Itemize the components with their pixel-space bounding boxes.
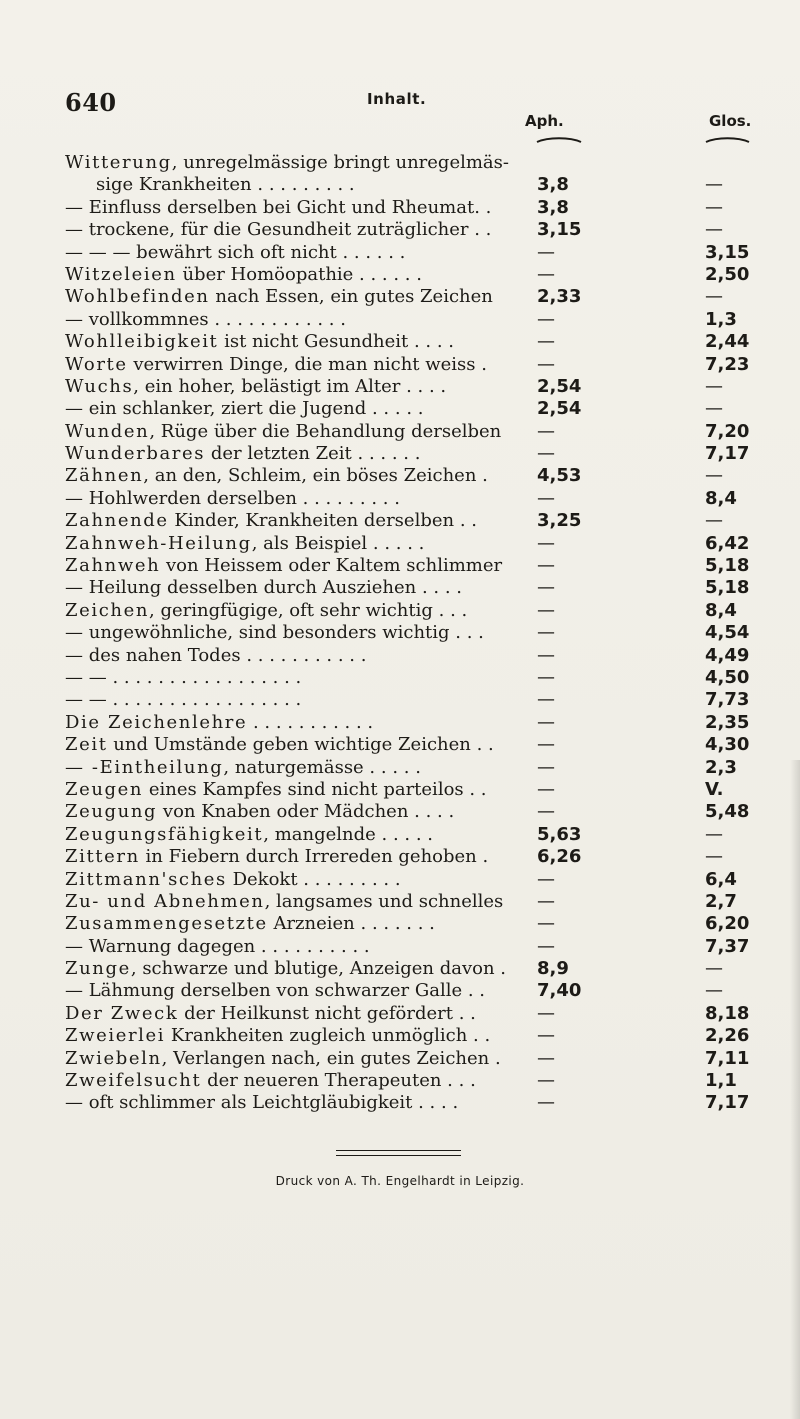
entry-text [65,779,515,801]
entry-description: — Einfluss derselben bei Gicht und Rheumat. . [65,196,492,218]
glos-reference: 6,42 [705,532,750,554]
aph-reference: — [537,711,555,733]
glos-reference: — [705,219,723,241]
aph-reference: — [537,1025,555,1047]
entry-description: — des nahen Todes . . . . . . . . . . . [65,644,367,666]
glos-reference: — [705,980,723,1002]
aph-reference: — [537,913,555,935]
entry-keyword: Zu- und Abnehmen [65,890,265,912]
entry-keyword: Zusammengesetzte [65,913,268,935]
index-entry [65,309,765,331]
entry-text [65,869,515,891]
aph-reference: — [537,331,555,353]
entry-description: über Homöopathie . . . . . . [176,263,422,285]
aph-reference: — [537,890,555,912]
aph-reference: — [537,756,555,778]
entry-text [65,667,515,689]
glos-reference: — [705,510,723,532]
entry-keyword: Witzeleien [65,263,177,285]
entry-keyword: Zweierlei [65,1025,166,1047]
index-entry [65,689,765,711]
aph-reference: — [537,801,555,823]
index-entry [65,242,765,264]
entry-keyword: Zunge [65,958,131,980]
index-entry [65,331,765,353]
entry-text [65,264,515,286]
entry-text [65,465,515,487]
entry-description: sige Krankheiten . . . . . . . . . [96,174,355,196]
entry-text [65,1048,515,1070]
entry-description: . . . . . . . . . . . [247,711,374,733]
entry-text [65,757,515,779]
glos-reference: 5,18 [705,577,750,599]
glos-reference: 4,54 [705,622,750,644]
aph-reference: 2,33 [537,286,582,308]
entry-text [65,645,515,667]
entry-text [65,980,515,1002]
entry-description: nach Essen, ein gutes Zeichen [209,286,493,308]
entry-description: — ungewöhnliche, sind besonders wichtig . . . [65,622,484,644]
entry-text [65,286,515,308]
footer-rule [336,1155,461,1156]
glos-reference: — [705,958,723,980]
column-ornament-glos [705,136,750,144]
entry-text [65,197,515,219]
entry-description: und Umstände geben wichtige Zeichen . . [107,734,494,756]
index-entry [65,1070,765,1092]
index-entry [65,152,765,174]
column-header-aph: Aph. [525,112,564,130]
entry-description: verwirren Dinge, die man nicht weiss . [127,353,487,375]
aph-reference: — [537,308,555,330]
index-entry [65,757,765,779]
entry-description: — — — bewährt sich oft nicht . . . . . . [65,241,406,263]
aph-reference: 2,54 [537,375,582,397]
index-entry [65,577,765,599]
index-entry [65,354,765,376]
glos-reference: 7,23 [705,353,750,375]
entry-text [65,622,515,644]
index-entry [65,1048,765,1070]
entry-text [65,555,515,577]
index-entry [65,891,765,913]
printer-imprint: Druck von A. Th. Engelhardt in Leipzig. [275,1174,525,1188]
entry-description: — Heilung desselben durch Ausziehen . . . . [65,577,463,599]
entry-keyword: Zeugen [65,778,144,800]
entry-description: von Knaben oder Mädchen . . . . [157,801,455,823]
aph-reference: 3,8 [537,174,569,196]
entry-description: eines Kampfes sind nicht parteilos . . [143,778,487,800]
glos-reference: — [705,375,723,397]
index-entry [65,1025,765,1047]
aph-reference: 7,40 [537,980,582,1002]
glos-reference: 2,26 [705,1025,750,1047]
entry-description: , unregelmässige bringt unregelmäs- [171,152,509,173]
entry-description: — — . . . . . . . . . . . . . . . . . [65,666,302,688]
glos-reference: 1,3 [705,308,737,330]
entry-text [65,1092,515,1114]
entry-text [65,577,515,599]
aph-reference: — [537,622,555,644]
footer-rule [336,1150,461,1151]
glos-reference: 6,20 [705,913,750,935]
index-entry [65,421,765,443]
entry-description: — oft schlimmer als Leichtgläubigkeit . . . . [65,1092,459,1114]
entry-text [65,1003,515,1025]
entry-keyword: Zittern [65,846,140,868]
aph-reference: — [537,778,555,800]
entry-text [65,958,515,980]
index-entry [65,465,765,487]
index-entry [65,443,765,465]
glos-reference: 3,15 [705,241,750,263]
index-entry [65,980,765,1002]
aph-reference: — [537,420,555,442]
entry-description: , ein hoher, belästigt im Alter . . . . [133,375,447,397]
glos-reference: — [705,823,723,845]
aph-reference: — [537,644,555,666]
glos-reference: 7,20 [705,420,750,442]
aph-reference: — [537,1002,555,1024]
aph-reference: — [537,555,555,577]
entry-text [65,354,515,376]
glos-reference: — [705,174,723,196]
glos-reference: — [705,286,723,308]
entry-text [65,824,515,846]
index-entry [65,667,765,689]
entry-description: — Lähmung derselben von schwarzer Galle . . [65,980,486,1002]
glos-reference: 5,48 [705,801,750,823]
aph-reference: 5,63 [537,823,582,845]
entry-keyword: Die Zeichenlehre [65,711,248,733]
entry-keyword: Zahnende [65,510,169,532]
glos-reference: 7,73 [705,689,750,711]
index-entry [65,510,765,532]
glos-reference: 7,17 [705,443,750,465]
entry-text [65,219,515,241]
entry-keyword: Zahnweh-Heilung [65,532,252,554]
glos-reference: 8,4 [705,487,737,509]
entry-text [65,152,515,174]
index-entries [65,152,765,1115]
entry-keyword: Wuchs [65,375,134,397]
entry-text [65,689,515,711]
glos-reference: 2,7 [705,890,737,912]
entry-description: der neueren Therapeuten . . . [201,1070,476,1092]
index-entry [65,197,765,219]
glos-reference: 2,3 [705,756,737,778]
entry-keyword: Zwiebeln [65,1047,162,1069]
aph-reference: 6,26 [537,846,582,868]
column-ornament-aph [536,136,582,144]
glos-reference: 2,50 [705,263,750,285]
glos-reference: 2,35 [705,711,750,733]
index-entry [65,219,765,241]
glos-reference: — [705,465,723,487]
entry-description: , naturgemässe . . . . . [223,756,421,778]
aph-reference: — [537,599,555,621]
entry-description: , als Beispiel . . . . . [251,532,425,554]
index-entry [65,488,765,510]
aph-reference: — [537,1092,555,1114]
index-entry [65,174,765,196]
index-entry [65,913,765,935]
aph-reference: 3,25 [537,510,582,532]
entry-text [65,376,515,398]
page-edge-shadow [790,760,800,1419]
entry-description: Dekokt . . . . . . . . . [226,868,401,890]
entry-text [65,1025,515,1047]
aph-reference: — [537,935,555,957]
index-entry [65,533,765,555]
entry-text [65,936,515,958]
entry-keyword: Zweifelsucht [65,1070,202,1092]
index-entry [65,712,765,734]
aph-reference: — [537,689,555,711]
entry-description: Kinder, Krankheiten derselben . . [168,510,477,532]
column-header-glos: Glos. [709,112,752,130]
entry-text [65,913,515,935]
glos-reference: 8,4 [705,599,737,621]
entry-description: von Heissem oder Kaltem schlimmer [160,555,503,577]
glos-reference: — [705,196,723,218]
entry-description: — vollkommnes . . . . . . . . . . . . [65,308,346,330]
aph-reference: — [537,577,555,599]
aph-reference: — [537,263,555,285]
entry-description: der letzten Zeit . . . . . . [205,443,421,465]
index-entry [65,376,765,398]
glos-reference: 2,44 [705,331,750,353]
entry-keyword: Zittmann'sches [65,868,227,890]
glos-reference: — [705,846,723,868]
glos-reference: 4,30 [705,734,750,756]
index-entry [65,958,765,980]
entry-description: — Hohlwerden derselben . . . . . . . . . [65,487,400,509]
glos-reference: 5,18 [705,555,750,577]
entry-text [65,600,515,622]
entry-text [65,734,515,756]
entry-description: , langsames und schnelles [264,890,504,912]
entry-keyword: Wohlleibigkeit [65,331,219,353]
entry-description: — ein schlanker, ziert die Jugend . . . . . [65,398,424,420]
entry-text [65,309,515,331]
aph-reference: — [537,487,555,509]
entry-text [65,1070,515,1092]
entry-text [65,891,515,913]
index-entry [65,779,765,801]
entry-description: der Heilkunst nicht gefördert . . [178,1002,476,1024]
index-entry [65,936,765,958]
entry-text [65,801,515,823]
entry-description: — Warnung dagegen . . . . . . . . . . [65,935,370,957]
entry-keyword: Zeugungsfähigkeit [65,823,264,845]
glos-reference: 8,18 [705,1002,750,1024]
entry-description: Krankheiten zugleich unmöglich . . [165,1025,491,1047]
aph-reference: — [537,443,555,465]
aph-reference: 3,15 [537,219,582,241]
aph-reference: — [537,1047,555,1069]
glos-reference: 7,11 [705,1047,750,1069]
aph-reference: 4,53 [537,465,582,487]
glos-reference: 4,50 [705,666,750,688]
glos-reference: 7,37 [705,935,750,957]
entry-keyword: Zahnweh [65,555,161,577]
entry-keyword: Zeugung [65,801,158,823]
glos-reference: V. [705,778,724,800]
entry-keyword: — -Eintheilung [65,756,224,778]
entry-description: , an den, Schleim, ein böses Zeichen . [143,465,488,487]
index-entry [65,869,765,891]
aph-reference: — [537,734,555,756]
glos-reference: 6,4 [705,868,737,890]
aph-reference: 2,54 [537,398,582,420]
entry-keyword: Der Zweck [65,1002,179,1024]
glos-reference: 7,17 [705,1092,750,1114]
glos-reference: — [705,398,723,420]
entry-description: , schwarze und blutige, Anzeigen davon . [130,958,507,980]
index-entry [65,824,765,846]
index-entry [65,398,765,420]
entry-description: , mangelnde . . . . . [263,823,434,845]
entry-description: Arzneien . . . . . . . [267,913,435,935]
glos-reference: 1,1 [705,1070,737,1092]
entry-keyword: Wunden [65,420,150,442]
entry-description: — trockene, für die Gesundheit zuträglicher . . [65,219,492,241]
index-entry [65,846,765,868]
entry-description: , Verlangen nach, ein gutes Zeichen . [161,1047,501,1069]
entry-keyword: Wunderbares [65,443,206,465]
index-entry [65,555,765,577]
index-entry [65,1092,765,1114]
running-title: Inhalt. [367,90,427,108]
entry-text [65,421,515,443]
entry-text [65,443,515,465]
entry-keyword: Zähnen [65,465,144,487]
aph-reference: — [537,353,555,375]
entry-keyword: Wohlbefinden [65,286,210,308]
aph-reference: — [537,532,555,554]
entry-keyword: Worte [65,353,128,375]
aph-reference: 8,9 [537,958,569,980]
index-entry [65,1003,765,1025]
index-entry [65,734,765,756]
entry-keyword: Witterung [65,152,172,173]
aph-reference: — [537,666,555,688]
entry-text [65,846,515,868]
entry-text [96,174,515,196]
entry-description: — — . . . . . . . . . . . . . . . . . [65,689,302,711]
entry-text [65,488,515,510]
page-header [65,88,765,128]
entry-description: ist nicht Gesundheit . . . . [218,331,455,353]
entry-text [65,712,515,734]
aph-reference: — [537,868,555,890]
entry-text [65,242,515,264]
page-number: 640 [65,88,117,117]
aph-reference: — [537,1070,555,1092]
entry-description: in Fiebern durch Irrereden gehoben . [139,846,489,868]
entry-text [65,510,515,532]
entry-description: , geringfügige, oft sehr wichtig . . . [149,599,468,621]
index-entry [65,600,765,622]
index-entry [65,264,765,286]
entry-description: , Rüge über die Behandlung derselben [149,420,502,442]
entry-keyword: Zeit [65,734,108,756]
index-entry [65,286,765,308]
aph-reference: 3,8 [537,196,569,218]
aph-reference: — [537,241,555,263]
entry-text [65,398,515,420]
entry-text [65,331,515,353]
entry-keyword: Zeichen [65,599,150,621]
index-entry [65,801,765,823]
glos-reference: 4,49 [705,644,750,666]
index-entry [65,645,765,667]
entry-text [65,533,515,555]
index-entry [65,622,765,644]
